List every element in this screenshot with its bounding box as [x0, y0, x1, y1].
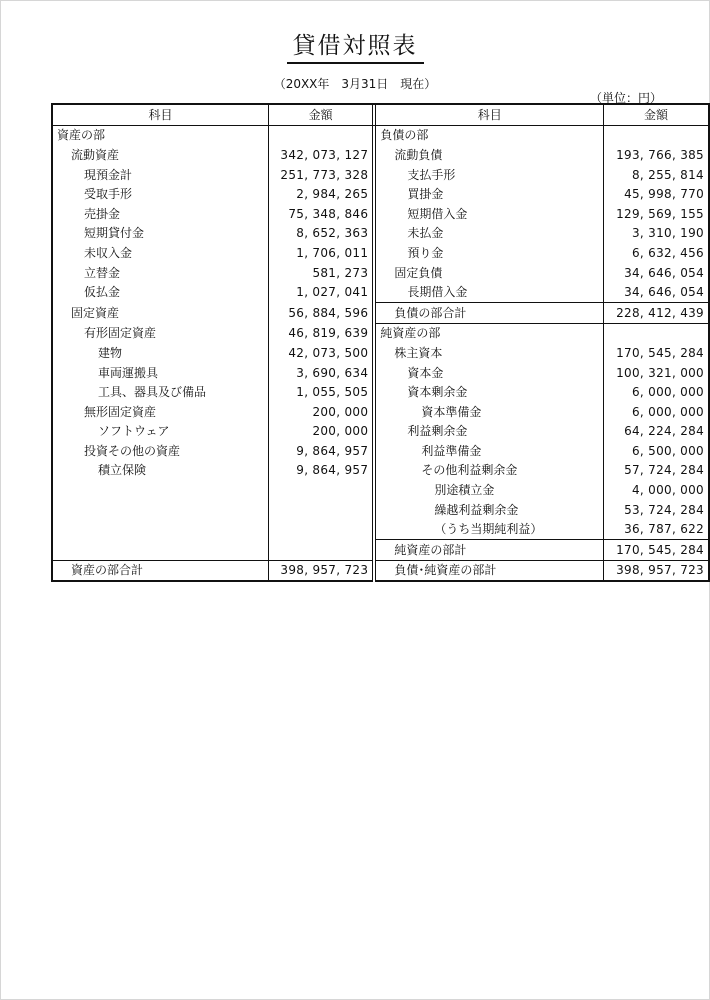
left-amount: [269, 519, 373, 539]
right-amount: 45, 998, 770: [604, 184, 709, 204]
table-row: [52, 204, 709, 224]
left-amount: 342, 073, 127: [269, 145, 373, 165]
left-amount: [269, 480, 373, 500]
right-amount: [604, 125, 709, 145]
left-amount: [269, 125, 373, 145]
left-item: 流動資産: [52, 145, 269, 165]
left-item: 未収入金: [52, 243, 269, 263]
table-row: [52, 263, 709, 283]
right-amount: 129, 569, 155: [604, 204, 709, 224]
right-item: 買掛金: [376, 184, 604, 204]
document-title-text: 貸借対照表: [287, 32, 424, 64]
assets-total-label: 資産の部合計: [52, 560, 269, 581]
table-row: [52, 480, 709, 500]
left-item: 売掛金: [52, 204, 269, 224]
table-row: [52, 323, 709, 343]
left-item: 仮払金: [52, 282, 269, 302]
right-item: その他利益剰余金: [376, 461, 604, 481]
left-amount: 3, 690, 634: [269, 363, 373, 383]
unit-label: （単位：円）: [589, 91, 662, 105]
table-row: [52, 184, 709, 204]
right-item: 長期借入金: [376, 282, 604, 302]
left-amount: 46, 819, 639: [269, 323, 373, 343]
liabilities-net-assets-total-amount: 398, 957, 723: [604, 560, 709, 581]
net-assets-total-label: 純資産の部計: [376, 540, 604, 561]
right-amount: 6, 000, 000: [604, 402, 709, 422]
left-item: 工具、器具及び備品: [52, 382, 269, 402]
table-row: [52, 500, 709, 520]
right-amount: 57, 724, 284: [604, 461, 709, 481]
left-item: [52, 500, 269, 520]
left-item: 無形固定資産: [52, 402, 269, 422]
right-amount: 3, 310, 190: [604, 224, 709, 244]
left-item: 受取手形: [52, 184, 269, 204]
right-item: 固定負債: [376, 263, 604, 283]
left-item: 投資その他の資産: [52, 441, 269, 461]
left-item: ソフトウェア: [52, 422, 269, 442]
as-of-date: （20XX年 3月31日 現在）: [273, 77, 437, 91]
left-amount: 251, 773, 328: [269, 165, 373, 185]
table-row: [52, 125, 709, 145]
liabilities-section-label: 負債の部: [376, 125, 604, 145]
right-item: 預り金: [376, 243, 604, 263]
left-amount: 8, 652, 363: [269, 224, 373, 244]
table-row: [52, 519, 709, 539]
left-amount: 1, 706, 011: [269, 243, 373, 263]
liabilities-net-assets-total-label: 負債･純資産の部計: [376, 560, 604, 581]
table-row: [52, 145, 709, 165]
table-row: [52, 343, 709, 363]
left-item: 現預金計: [52, 165, 269, 185]
right-amount: 34, 646, 054: [604, 263, 709, 283]
right-amount: 34, 646, 054: [604, 282, 709, 302]
table-row: [52, 224, 709, 244]
right-amount: 4, 000, 000: [604, 480, 709, 500]
right-item: 繰越利益剰余金: [376, 500, 604, 520]
assets-total-amount: 398, 957, 723: [269, 560, 373, 581]
table-row: [52, 165, 709, 185]
right-amount: 193, 766, 385: [604, 145, 709, 165]
right-item: 未払金: [376, 224, 604, 244]
header-right-item: 科目: [376, 104, 604, 125]
left-amount: 75, 348, 846: [269, 204, 373, 224]
right-item: 利益剰余金: [376, 422, 604, 442]
left-amount: 42, 073, 500: [269, 343, 373, 363]
table-header-row: [52, 104, 709, 125]
right-amount: 170, 545, 284: [604, 343, 709, 363]
left-amount: 9, 864, 957: [269, 461, 373, 481]
left-item: 固定資産: [52, 302, 269, 323]
net-assets-total-amount: 170, 545, 284: [604, 540, 709, 561]
table-row: [52, 441, 709, 461]
right-amount: 8, 255, 814: [604, 165, 709, 185]
table-row: [52, 302, 709, 323]
left-item: [52, 540, 269, 561]
right-amount: 64, 224, 284: [604, 422, 709, 442]
balance-sheet-table: [51, 103, 710, 582]
grand-total-row: [52, 560, 709, 581]
right-amount: 36, 787, 622: [604, 519, 709, 539]
liabilities-total-label: 負債の部合計: [376, 302, 604, 323]
net-assets-section-label: 純資産の部: [376, 323, 604, 343]
right-item: 流動負債: [376, 145, 604, 165]
left-item: [52, 519, 269, 539]
left-amount: 581, 273: [269, 263, 373, 283]
left-amount: 1, 055, 505: [269, 382, 373, 402]
right-item: 株主資本: [376, 343, 604, 363]
table-row: [52, 282, 709, 302]
table-row: [52, 382, 709, 402]
left-amount: [269, 540, 373, 561]
right-item: 別途積立金: [376, 480, 604, 500]
left-amount: 2, 984, 265: [269, 184, 373, 204]
left-item: 積立保険: [52, 461, 269, 481]
left-item: 建物: [52, 343, 269, 363]
left-amount: 1, 027, 041: [269, 282, 373, 302]
left-item: 車両運搬具: [52, 363, 269, 383]
left-item: 短期貸付金: [52, 224, 269, 244]
table-row: [52, 540, 709, 561]
right-amount: 6, 632, 456: [604, 243, 709, 263]
left-item: 立替金: [52, 263, 269, 283]
right-amount: 6, 500, 000: [604, 441, 709, 461]
left-amount: 56, 884, 596: [269, 302, 373, 323]
document-title: [0, 32, 710, 64]
right-amount: 100, 321, 000: [604, 363, 709, 383]
header-right-amount: 金額: [604, 104, 709, 125]
left-amount: 200, 000: [269, 422, 373, 442]
right-amount: 53, 724, 284: [604, 500, 709, 520]
table-row: [52, 461, 709, 481]
right-item: 支払手形: [376, 165, 604, 185]
right-item: （うち当期純利益）: [376, 519, 604, 539]
table-row: [52, 363, 709, 383]
right-amount: [604, 323, 709, 343]
right-item: 利益準備金: [376, 441, 604, 461]
liabilities-total-amount: 228, 412, 439: [604, 302, 709, 323]
left-amount: 200, 000: [269, 402, 373, 422]
table-row: [52, 402, 709, 422]
right-item: 短期借入金: [376, 204, 604, 224]
left-amount: [269, 500, 373, 520]
right-item: 資本準備金: [376, 402, 604, 422]
table-row: [52, 243, 709, 263]
header-left-item: 科目: [52, 104, 269, 125]
table-row: [52, 422, 709, 442]
assets-section-label: 資産の部: [52, 125, 269, 145]
header-left-amount: 金額: [269, 104, 373, 125]
left-item: [52, 480, 269, 500]
right-item: 資本剰余金: [376, 382, 604, 402]
right-item: 資本金: [376, 363, 604, 383]
left-item: 有形固定資産: [52, 323, 269, 343]
right-amount: 6, 000, 000: [604, 382, 709, 402]
left-amount: 9, 864, 957: [269, 441, 373, 461]
